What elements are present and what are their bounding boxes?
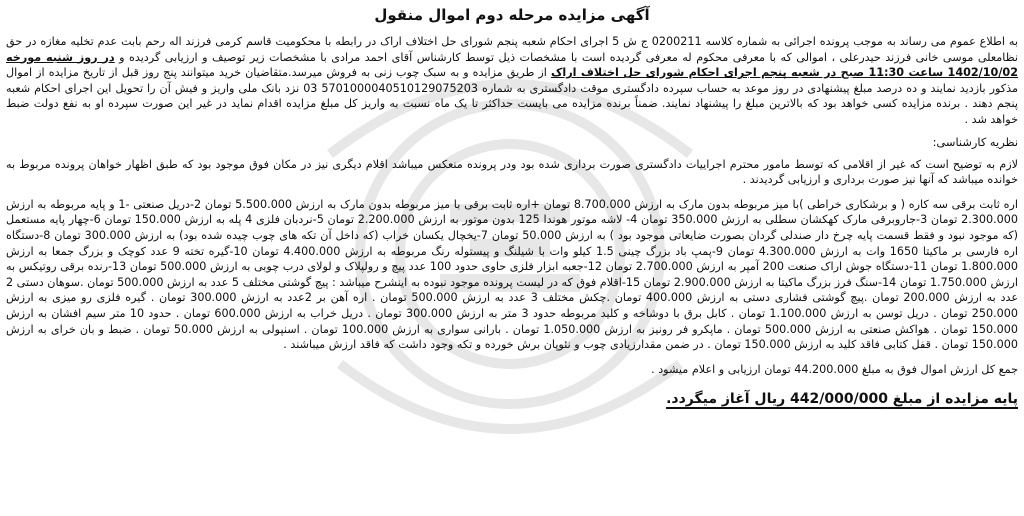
intro-paragraph: [6, 34, 1018, 128]
total-value-text: جمع کل ارزش اموال فوق به مبلغ 44.200.000 تومان ارزیابی و اعلام میشود .: [651, 362, 1018, 376]
expert-paragraph: لازم به توضیح است که غیر از اقلامی که توسط مامور محترم اجراییات دادگستری صورت برداری شده بود ودر پرونده منعکس میباشد اقلام دیگری نیز در مکان فوق موجود بود که طبق اظهار خواهان پرونده مربوط به خوانده میباشد که آنها نیز صورت برداری و ارزیابی گردیدند .: [6, 157, 1018, 187]
auction-date-text: در روز شنبه مورخه 1402/10/02 ساعت 11:30 صبح در شعبه پنجم اجرای احکام شورای حل اختلاف اراک: [6, 50, 1018, 80]
intro-text-b: از طریق مزایده و به سبک چوب زنی به فروش میرسد.متقاضیان خرید میتوانند پنج روز قبل از تاریخ مزایده از اموال مذکور بازدید نمایند و ده درصد مبلغ پیشنهادی در روز موعد به حساب سپرده دادگستری موقت دادگستری به شماره 5701000040510129075203 03 نزد بانک ملی واریز و فیش آن را تحویل این اجرای احکام شعبه پنجم دهند . برنده مزایده کسی خواهد بود که بالاترین مبلغ را پیشنهاد نمایند. ضمناً برنده مزایده می بایست حداکثر تا یک ماه نسبت به واریز کل مبلغ مزایده اقدام نماید در غیر این صورت سپرده او به نفع دولت ضبط خواهد شد .: [6, 66, 1019, 126]
expert-heading: نظریه کارشناسی:: [932, 134, 1018, 149]
items-paragraph: اره ثابت برقی سه کاره ( و برشکاری خراطی )با میز مربوطه بدون مارک به ارزش 8.700.000 تومان +اره ثابت برقی با میز مربوطه بدون مارک به ارزش 5.500.000 تومان 2-دریل صنعتی -1 و پایه مربوطه به ارزش 2.300.000 تومان 3-جاروبرقی مارک کهکشان سطلی به ارزش 350.000 تومان 4- لاشه موتور هوندا 125 بدون موتور به ارزش 2.200.000 تومان 5-نردبان فلزی 4 پله به ارزش 150.000 تومان 6-چهار پایه مستعمل (که موجود نبود و فقط قسمت پایه چرخ دار صندلی گردان بصورت ضایعاتی موجود بود ) به ارزش 50.000 تومان 7-یخچال یکسان خراب (که داخل آن تکه های چوب چیده شده بود) به ارزش 300.000 تومان 8-دستگاه اره فارسی بر ماکیتا 1650 وات به ارزش 4.300.000 تومان 9-پمپ باد بزرگ چینی 1.5 کیلو وات با شیلنگ و پیستوله رنگ مربوطه به ارزش 4.400.000 تومان 10-گیره تخته 9 عدد کوچک و بزرگ جمعا به ارزش 1.800.000 تومان 11-دستگاه جوش اراک صنعت 200 آمپر به ارزش 2.700.000 تومان 12-جعبه ابزار فلزی حاوی حدود 100 عدد پیچ و رولپلاک و لولای درب چوبی به ارزش 500.000 تومان 13-رنده برقی روتیکس به ارزش 1.750.000 تومان 14-سنگ فرز بزرگ ماکیتا به ارزش 2.900.000 تومان 15-اقلام فوق که در لیست پرونده موجود نبوده به اینشرح میباشد : پیچ گوشتی مختلف 5 عدد به ارزش 500.000 تومان .سوهان دستی 2 عدد به ارزش 200.000 تومان .پیچ گوشتی فشاری دستی به ارزش 400.000 تومان .چکش مختلف 3 عدد به ارزش 500.000 تومان . اره آهن بر 2عدد به ارزش 300.000 تومان . گیره فلزی رو میزی به ارزش 250.000 تومان . دریل توسن به ارزش 1.100.000 تومان . کابل برق با دوشاخه و کلید مربوطه حدود 3 متر به ارزش 300.000 تومان . دریل خراب به ارزش 600.000 تومان . حدود 10 متر سیم افشان به ارزش 150.000 تومان . هواکش صنعتی به ارزش 500.000 تومان . ماپکرو فر رونیز به ارزش 1.050.000 تومان . بارانی سواری به ارزش 100.000 تومان . اسنپولی به ارزش 50.000 تومان . ضبط و بان خرای به ارزش 150.000 تومان . قفل کتابی فاقد کلید به ارزش 150.000 تومان . در ضمن مقدارزیادی چوب و نئوپان برش خورده و تکه وجود داشت که فاقد ارزش میباشند .: [6, 197, 1019, 352]
intro-text-a: به اطلاع عموم می رساند به موجب پرونده اجرائی به شماره کلاسه 0200211 ج ش 5 اجرای احکام شعبه پنجم شورای حل اختلاف اراک در رابطه با محکومیت قاسم کرمی فرزند اله رحم بابت عدم تخلیه مغازه در حق نظامعلی موسی خانی فرزند حیدرعلی ، اموالی که با معرفی محکوم له معرفی گردیده است با مشخصات ذیل توسط کارشناس آقای احمد مرادی با مشخصات زیر توصیف و ارزیابی گردیده و: [6, 35, 1018, 64]
auction-notice: [6, 4, 1018, 512]
auction-base-price: پایه مزایده از مبلغ 442/000/000 ریال آغاز میگردد.: [666, 391, 1018, 408]
notice-title: آگهی مزایده مرحله دوم اموال منقول: [374, 6, 650, 24]
